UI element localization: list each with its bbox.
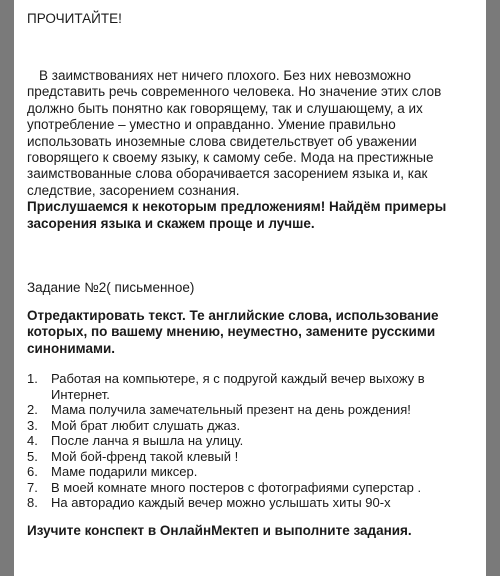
list-item	[27, 480, 472, 496]
list-item-text: На авторадио каждый вечер можно услышать хиты 90-х	[51, 495, 391, 511]
list-item-text: Работая на компьютере, я с подругой каждый вечер выхожу в Интернет.	[51, 371, 425, 402]
list-item	[27, 449, 472, 465]
list-item-text: В моей комнате много постеров с фотографиями суперстар .	[51, 479, 422, 495]
list-item-number: 8.	[27, 495, 38, 511]
list-item-text: Мама получила замечательный презент на день рождения!	[51, 402, 411, 418]
list-item	[27, 402, 472, 418]
document-page	[14, 0, 486, 576]
list-item	[27, 433, 472, 449]
list-item	[27, 464, 472, 480]
task-instruction: Отредактировать текст. Те английские слова, использование которых, по вашему мнению, неуместно, замените русскими синонимами.	[27, 308, 439, 356]
closing-instruction: Изучите конспект в ОнлайнМектеп и выполните задания.	[27, 522, 412, 538]
document-title: ПРОЧИТАЙТЕ!	[27, 11, 122, 26]
list-item-text: Мой брат любит слушать джаз.	[51, 417, 241, 433]
list-item-number: 3.	[27, 417, 38, 433]
list-item-text: Мой бой-френд такой клевый !	[51, 448, 239, 464]
list-item-number: 4.	[27, 433, 38, 449]
list-item-text: Маме подарили миксер.	[51, 464, 198, 480]
intro-paragraph-continuation: Прислушаемся к некоторым предложениям! Найдём примеры засорения языка и скажем проще и лучше.	[27, 199, 447, 231]
task-title: Задание №2( письменное)	[27, 280, 195, 296]
list-item-number: 7.	[27, 479, 38, 495]
list-item-number: 6.	[27, 464, 38, 480]
list-item-number: 2.	[27, 402, 38, 418]
intro-paragraph: В заимствованиях нет ничего плохого. Без них невозможно представить речь современного человека. Но значение этих слов должно быть понятно как говорящему, так и слушающему, а их употребление – уместно и оправданно. Умение правильно использовать иноземные слова свидетельствует об уважении говорящего к своему языку, к самому себе. Мода на престижные заимствованные слова оборачивается засорением языка и, как следствие, засорением сознания.	[27, 68, 442, 198]
list-item	[27, 495, 472, 511]
list-item-number: 5.	[27, 448, 38, 464]
list-item	[27, 418, 472, 434]
list-item	[27, 371, 472, 402]
list-item-text: После ланча я вышла на улицу.	[51, 433, 244, 449]
list-item-number: 1.	[27, 371, 38, 387]
sentence-list	[27, 371, 472, 511]
